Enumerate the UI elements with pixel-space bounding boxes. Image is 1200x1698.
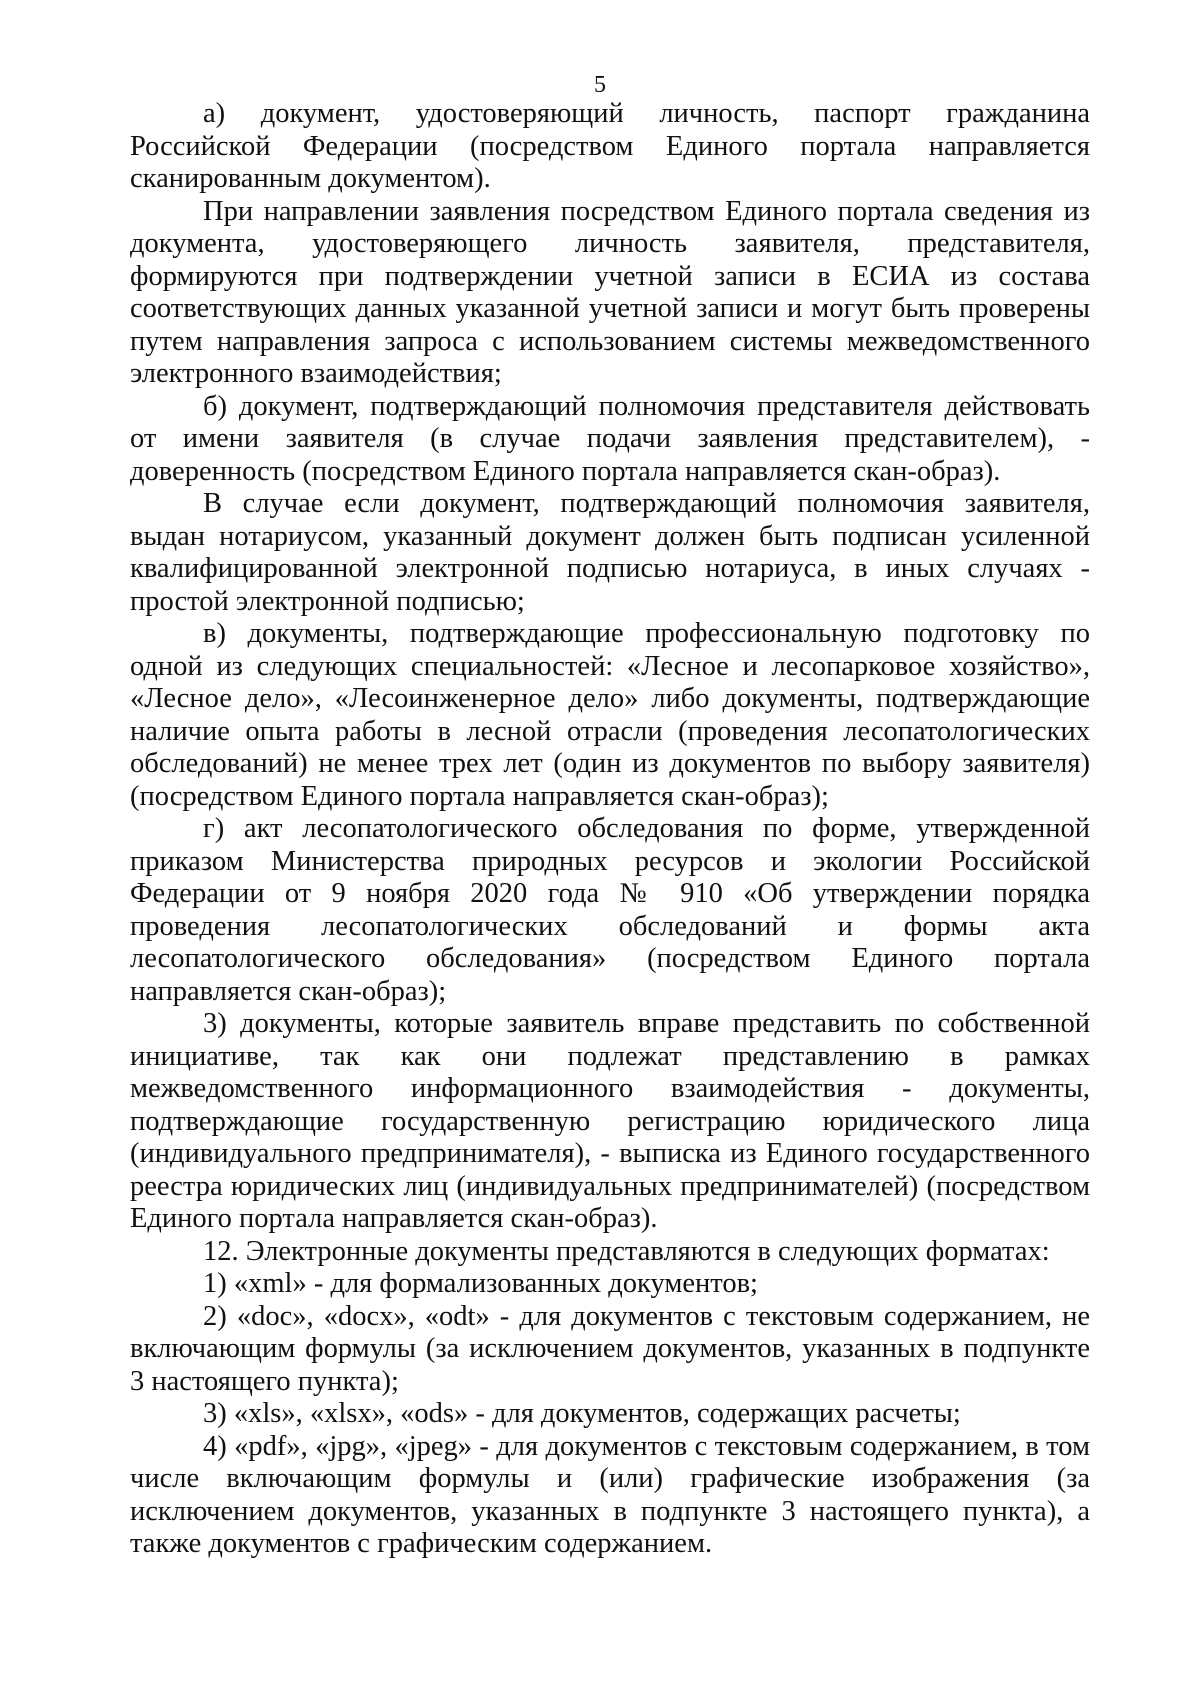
paragraph-12-electronic-formats: 12. Электронные документы представляются в следующих форматах: xyxy=(203,1235,1050,1267)
paragraph-3-own-initiative-documents: 3) документы, которые заявитель вправе представить по собственной инициативе, так как они подлежат представлению в рамках межведомственного информационного взаимодействия - документы, подтверждающие государственную регистрацию юридического лица (индивидуального предпринимателя), - выписка из Единого государственного реестра юридических лиц (индивидуальных предпринимателей) (посредством Единого портала направляется скан-образ). xyxy=(130,1008,1090,1234)
paragraph-v-professional-training: в) документы, подтверждающие профессиональную подготовку по одной из следующих специальностей: «Лесное и лесопарковое хозяйство», «Лесное дело», «Лесоинженерное дело» либо документы, подтверждающие наличие опыта работы в лесной отрасли (проведения лесопатологических обследований) не менее трех лет (один из документов по выбору заявителя) (посредством Единого портала направляется скан-образ); xyxy=(130,618,1090,812)
paragraph-esia-data: При направлении заявления посредством Единого портала сведения из документа, удостоверяющего личность заявителя, представителя, формируются при подтверждении учетной записи в ЕСИА из состава соответствующих данных указанной учетной записи и могут быть проверены путем направления запроса с использованием системы межведомственного электронного взаимодействия; xyxy=(130,195,1090,389)
paragraph-format-xml: 1) «xml» - для формализованных документов; xyxy=(203,1268,758,1299)
paragraph-g-survey-act: г) акт лесопатологического обследования по форме, утвержденной приказом Министерства природных ресурсов и экологии Российской Федерации от 9 ноября 2020 года № 910 «Об утверждении порядка проведения лесопатологических обследований и формы акта лесопатологического обследования» (посредством Единого портала направляется скан-образ); xyxy=(130,813,1090,1007)
paragraph-b-power-of-attorney: б) документ, подтверждающий полномочия представителя действовать от имени заявителя (в случае подачи заявления представителем), - доверенность (посредством Единого портала направляется скан-образ). xyxy=(130,390,1090,487)
document-body xyxy=(130,98,1090,1561)
page-number: 5 xyxy=(594,72,606,98)
paragraph-notary-signature: В случае если документ, подтверждающий полномочия заявителя, выдан нотариусом, указанный документ должен быть подписан усиленной квалифицированной электронной подписью нотариуса, в иных случаях - простой электронной подписью; xyxy=(130,488,1090,617)
paragraph-format-doc: 2) «doc», «docx», «odt» - для документов с текстовым содержанием, не включающим формулы (за исключением документов, указанных в подпункте 3 настоящего пункта); xyxy=(130,1300,1090,1397)
paragraph-format-xls: 3) «xls», «xlsx», «ods» - для документов, содержащих расчеты; xyxy=(203,1398,961,1429)
paragraph-a-identity-document: а) документ, удостоверяющий личность, паспорт гражданина Российской Федерации (посредством Единого портала направляется сканированным документом). xyxy=(130,98,1090,194)
paragraph-format-pdf: 4) «pdf», «jpg», «jpeg» - для документов с текстовым содержанием, в том числе включающим формулы и (или) графические изображения (за исключением документов, указанных в подпункте 3 настоящего пункта), а также документов с графическим содержанием. xyxy=(130,1430,1090,1559)
